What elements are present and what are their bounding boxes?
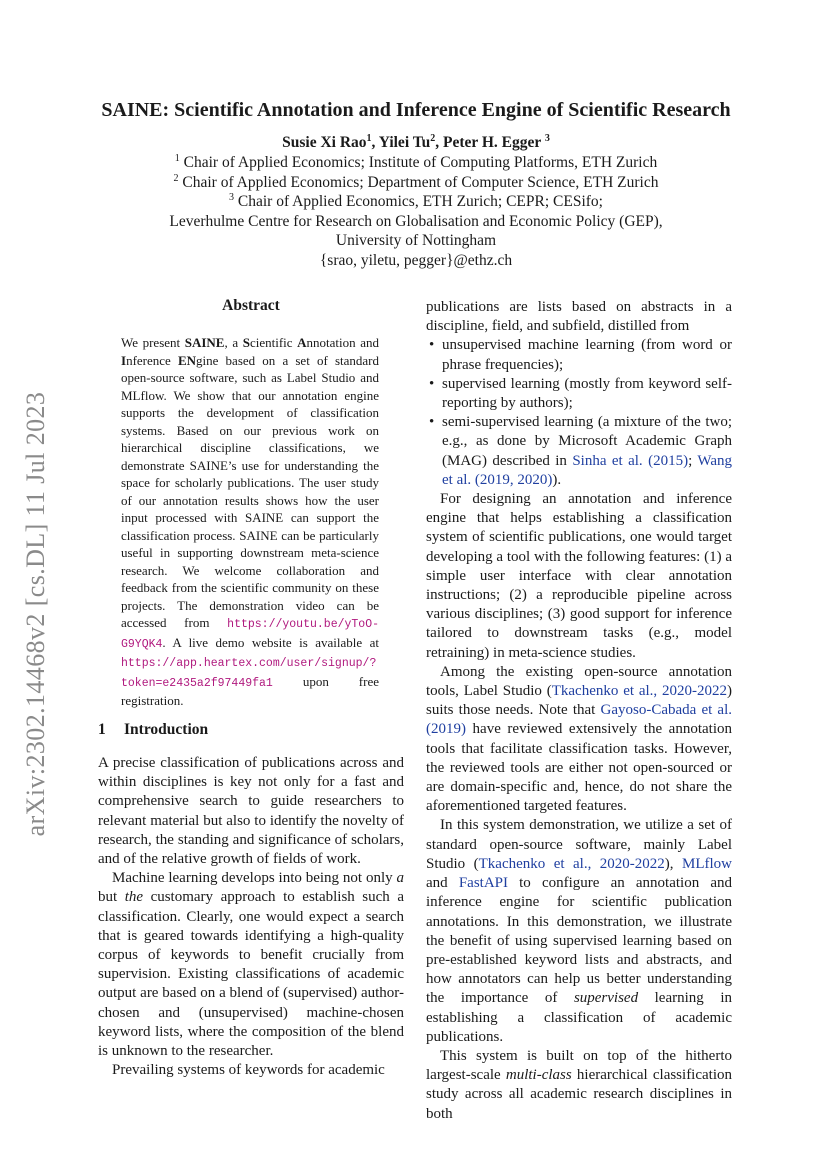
citation-link[interactable]: Sinha et al. (2015) xyxy=(572,452,689,469)
paragraph: Among the existing open-source annotation tools, Label Studio (Tkachenko et al., 2020-2022) suits those needs. Note that Gayoso-Cabada et al. (2019) have reviewed extensively the annotation tools that facilitate classification tasks. However, the reviewed tools are either not open-sourced or are domain-specific and, hence, do not share the aforementioned targeted features. xyxy=(426,663,733,815)
arxiv-side-label xyxy=(14,374,58,854)
video-link[interactable]: https://youtu.be/yToO-G9YQK4 xyxy=(121,618,379,651)
paragraph: For designing an annotation and inference engine that helps establishing a classification system of scientific publications, one would target developing a tool with the following features: (1) a simple user interface with clear annotation instructions; (2) a reproducible pipeline across various disciplines; (3) good support for inference tailored to downstream tasks (e.g., model retraining) in meta-science studies. xyxy=(426,491,732,661)
author-emails: {srao, yiletu, pegger}@ethz.ch xyxy=(319,251,513,269)
paragraph: In this system demonstration, we utilize a set of standard open-source software, mainly Label Studio (Tkachenko et al., 2020-2022), MLflow and FastAPI to configure an annotation and inference engine for scientific publication annotations. In this demonstration, we illustrate the benefit of using supervised learning based on pre-established keyword lists and abstracts, and how annotators can help us better understanding the importance of supervised learning in establishing a classification of academic publications. xyxy=(426,817,732,1045)
arxiv-identifier: arXiv:2302.14468v2 [cs.DL] 11 Jul 2023 xyxy=(21,391,50,837)
affiliation-line: University of Nottingham xyxy=(335,232,497,249)
left-column xyxy=(98,754,404,1080)
demo-link[interactable]: https://app.heartex.com/user/signup/?token=e2435a2f97449fa1 xyxy=(121,657,377,690)
section-heading xyxy=(98,721,208,739)
author-name: Peter H. Egger xyxy=(443,134,542,151)
affiliation-line: $^3$ Chair of Applied Economics, ETH Zurich; CEPR; CESifo; xyxy=(229,191,603,210)
citation-link[interactable]: Tkachenko et al., 2020-2022 xyxy=(551,683,727,700)
author-name: Susie Xi Rao xyxy=(282,134,367,151)
citation-link[interactable]: Gayoso-Cabada et al. (2019) xyxy=(426,702,733,738)
list-item: • unsupervised machine learning (from word or phrase frequencies); xyxy=(442,336,732,374)
paragraph: This system is built on top of the hitherto largest-scale multi-class hierarchical classification study across all academic research disciplines in both xyxy=(426,1047,733,1122)
affiliation-line: $^2$ Chair of Applied Economics; Department of Computer Science, ETH Zurich xyxy=(173,172,659,191)
affiliation-line: $^1$ Chair of Applied Economics; Institute of Computing Platforms, ETH Zurich xyxy=(174,152,658,171)
mlflow-link[interactable]: MLflow xyxy=(682,855,732,872)
affiliations xyxy=(60,153,772,270)
bullet-list xyxy=(426,336,732,490)
citation-link[interactable]: Tkachenko et al., 2020-2022 xyxy=(478,855,665,872)
paragraph: Prevailing systems of keywords for academic xyxy=(112,1062,385,1079)
list-item: • semi-supervised learning (a mixture of the two; e.g., as done by Microsoft Academic Graph (MAG) described in Sinha et al. (2015); Wang et al. (2019, 2020)). xyxy=(442,413,732,490)
author-name: Yilei Tu xyxy=(378,134,431,151)
paragraph: Machine learning develops into being not only a but the customary approach to establish such a classification. Clearly, one would expect a search that is geared towards identifying a high-quality corpus of keywords to benefit crucially from supervision. Existing classifications of academic output are based on a blend of (supervised) author-chosen and (unsupervised) machine-chosen keyword lists, where the composition of the blend is unknown to the researcher. xyxy=(98,870,404,1060)
fastapi-link[interactable]: FastAPI xyxy=(458,875,508,892)
citation-link[interactable]: Wang et al. (2019, 2020) xyxy=(442,452,732,488)
list-item: • supervised learning (mostly from keyword self-reporting by authors); xyxy=(442,375,732,413)
affiliation-line: Leverhulme Centre for Research on Globalisation and Economic Policy (GEP), xyxy=(169,212,663,230)
author-list: Susie Xi Rao$^1$, Yilei Tu$^2$, Peter H. Egger $^3$ xyxy=(282,132,550,151)
paper-title: SAINE: Scientific Annotation and Inference Engine of Scientific Research xyxy=(101,99,731,121)
abstract-heading: Abstract xyxy=(222,297,280,314)
right-column xyxy=(426,298,732,1124)
section-title: Introduction xyxy=(124,721,209,738)
paragraph: publications are lists based on abstracts in a discipline, field, and subfield, distilled from xyxy=(426,299,732,335)
section-number: 1 xyxy=(98,721,106,738)
abstract-body: We present SAINE, a Scientific Annotation and Inference ENgine based on a set of standard open-source software, such as Label Studio and MLflow. We show that our annotation engine supports the development of classification systems. Based on our previous work on hierarchical discipline classifications, we demonstrate SAINE’s use for understanding the space for scholarly publications. The user study of our annotation results shows how the user input processed with SAINE can support the classification process. SAINE can be particularly useful in supporting downstream meta-science research. We welcome collaboration and feedback from the scientific community on these projects. The demonstration video can be accessed from https://youtu.be/yToO-G9YQK4. A live demo website is available at https://app.heartex.com/user/signup/?token=e2435a2f97449fa1 upon free registration. xyxy=(121,335,379,708)
paragraph: A precise classification of publications across and within disciplines is key not only for a fast and comprehensive search to guide researchers to relevant material but also to identify the novelty of research, the standing and significance of scholars, and of the relative growth of fields of work. xyxy=(98,755,404,868)
